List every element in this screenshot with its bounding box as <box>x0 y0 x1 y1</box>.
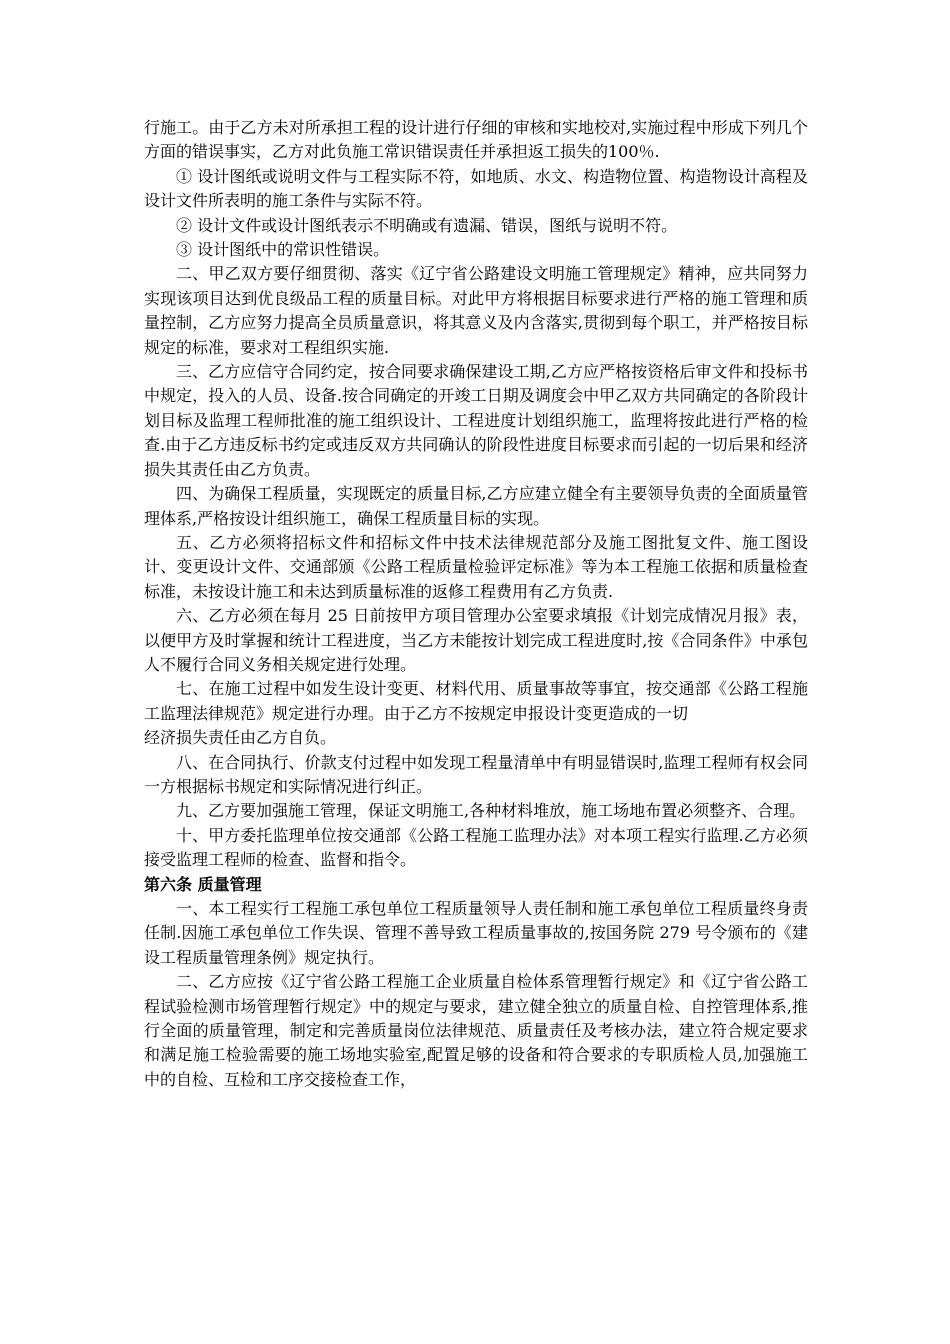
paragraph: 二、甲乙双方要仔细贯彻、落实《辽宁省公路建设文明施工管理规定》精神，应共同努力实现该项目达到优良级品工程的质量目标。对此甲方将根据目标要求进行严格的施工管理和质量控制，乙方应努力提高全员质量意识，将其意义及内含落实,贯彻到每个职工，并严格按目标规定的标准，要求对工程组织实施. <box>144 264 808 357</box>
paragraph: 九、乙方要加强施工管理，保证文明施工,各种材料堆放，施工场地布置必须整齐、合理。 <box>176 801 806 821</box>
paragraph-continuation: 经济损失责任由乙方自负。 <box>144 728 337 748</box>
paragraph: 五、乙方必须将招标文件和招标文件中技术法律规范部分及施工图批复文件、施工图设计、变更设计文件、交通部颁《公路工程质量检验评定标准》等为本工程施工依据和质量检查标准，未按设计施工和未达到质量标准的返修工程费用有乙方负责. <box>144 532 808 601</box>
document-body <box>144 116 808 1092</box>
section-heading: 第六条 质量管理 <box>144 874 262 894</box>
paragraph: 八、在合同执行、价款支付过程中如发现工程量清单中有明显错误时,监理工程师有权会同一方根据标书规定和实际情况进行纠正。 <box>144 752 808 796</box>
paragraph: 十、甲方委托监理单位按交通部《公路工程施工监理办法》对本项工程实行监理.乙方必须接受监理工程师的检查、监督和指令。 <box>144 825 808 870</box>
list-item: ② 设计文件或设计图纸表示不明确或有遗漏、错误，图纸与说明不符。 <box>176 215 678 235</box>
paragraph: 二、乙方应按《辽宁省公路工程施工企业质量自检体系管理暂行规定》和《辽宁省公路工程试验检测市场管理暂行规定》中的规定与要求，建立健全独立的质量自检、自控管理体系,推行全面的质量管理，制定和完善质量岗位法律规范、质量责任及考核办法，建立符合规定要求和满足施工检验需要的施工场地实验室,配置足够的设备和符合要求的专职质检人员,加强施工中的自检、互检和工序交接检查工作， <box>144 972 808 1089</box>
list-item: ③ 设计图纸中的常识性错误。 <box>176 240 390 260</box>
list-item: ① 设计图纸或说明文件与工程实际不符，如地质、水文、构造物位置、构造物设计高程及设计文件所表明的施工条件与实际不符。 <box>144 166 808 211</box>
paragraph: 六、乙方必须在每月 25 日前按甲方项目管理办公室要求填报《计划完成情况月报》表，以便甲方及时掌握和统计工程进度，当乙方未能按计划完成工程进度时,按《合同条件》中承包人不履行合同义务相关规定进行处理。 <box>144 606 808 674</box>
paragraph: 三、乙方应信守合同约定，按合同要求确保建设工期,乙方应严格按资格后审文件和投标书中规定，投入的人员、设备.按合同确定的开竣工日期及调度会中甲乙双方共同确定的各阶段计划目标及监理工程师批准的施工组织设计、工程进度计划组织施工，监理将按此进行严格的检查.由于乙方违反标书约定或违反双方共同确认的阶段性进度目标要求而引起的一切后果和经济损失其责任由乙方负责。 <box>144 362 808 479</box>
paragraph: 一、本工程实行工程施工承包单位工程质量领导人责任制和施工承包单位工程质量终身责任制.因施工承包单位工作失误、管理不善导致工程质量事故的,按国务院 279 号令颁布的《建设工程质量管理条例》规定执行。 <box>144 899 808 967</box>
paragraph: 七、在施工过程中如发生设计变更、材料代用、质量事故等事宜，按交通部《公路工程施工监理法律规范》规定进行办理。由于乙方不按规定申报设计变更造成的一切 <box>144 679 808 723</box>
paragraph: 行施工。由于乙方未对所承担工程的设计进行仔细的审核和实地校对,实施过程中形成下列几个方面的错误事实，乙方对此负施工常识错误责任并承担返工损失的100％. <box>144 118 808 162</box>
paragraph: 四、为确保工程质量，实现既定的质量目标,乙方应建立健全有主要领导负责的全面质量管理体系,严格按设计组织施工，确保工程质量目标的实现。 <box>144 484 808 528</box>
